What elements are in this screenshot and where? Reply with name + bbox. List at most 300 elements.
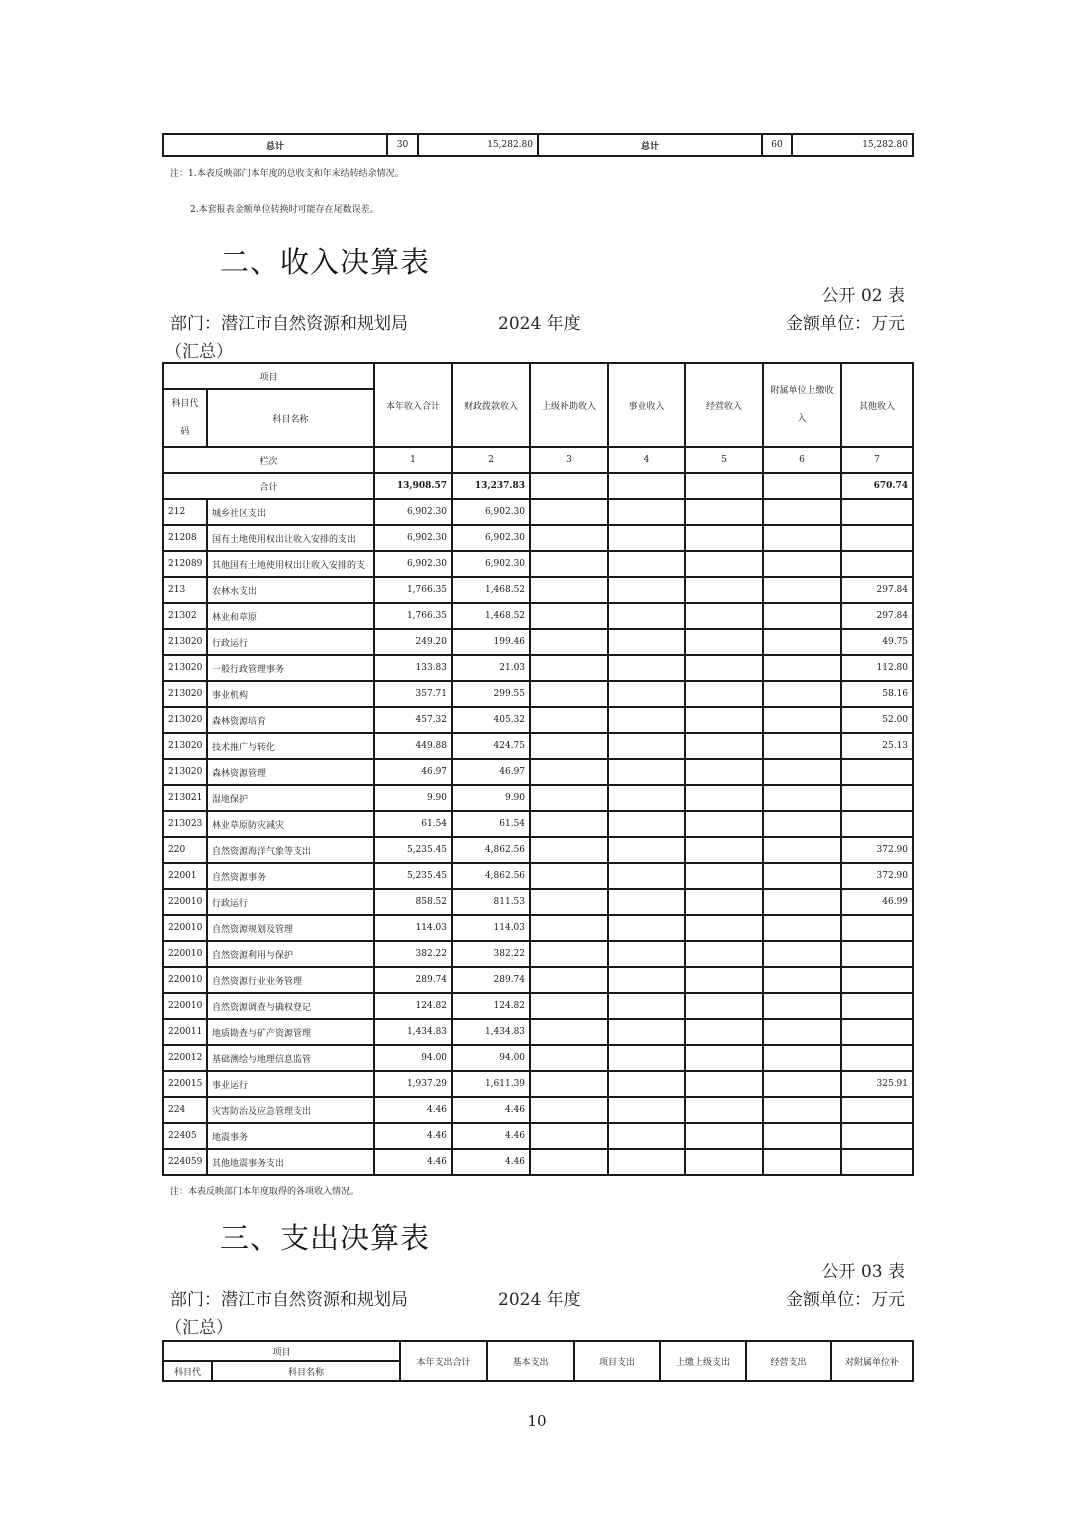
row-code: 224059 xyxy=(163,1149,207,1175)
row-name: 其他地震事务支出 xyxy=(207,1149,374,1175)
row-value: 6,902.30 xyxy=(452,551,530,577)
income-row xyxy=(163,733,913,759)
row-value xyxy=(685,1097,763,1123)
row-value xyxy=(763,551,841,577)
row-value xyxy=(530,1097,608,1123)
row-value: 299.55 xyxy=(452,681,530,707)
row-value: 457.32 xyxy=(374,707,452,733)
income-title: 二、收入决算表 xyxy=(220,245,431,279)
expense-header-col-5: 经营支出 xyxy=(746,1341,831,1381)
row-value: 382.22 xyxy=(374,941,452,967)
row-value xyxy=(608,629,685,655)
row-name: 自然资源海洋气象等支出 xyxy=(207,837,374,863)
row-value xyxy=(608,1097,685,1123)
header-item: 项目 xyxy=(163,363,374,389)
summary-right-label: 总计 xyxy=(538,134,762,156)
row-value: 114.03 xyxy=(374,915,452,941)
row-value xyxy=(763,863,841,889)
row-code: 220010 xyxy=(163,915,207,941)
header-col-4: 事业收入 xyxy=(608,363,685,447)
row-value: 1,937.29 xyxy=(374,1071,452,1097)
row-value xyxy=(841,1123,913,1149)
expense-header-col-1: 本年支出合计 xyxy=(400,1341,487,1381)
expense-scope: （汇总） xyxy=(165,1318,233,1338)
row-value xyxy=(608,551,685,577)
row-value xyxy=(763,707,841,733)
row-value xyxy=(685,837,763,863)
row-value: 372.90 xyxy=(841,863,913,889)
income-department: 部门：潜江市自然资源和规划局 xyxy=(170,314,408,334)
income-row xyxy=(163,811,913,837)
row-value: 6,902.30 xyxy=(452,499,530,525)
row-value: 9.90 xyxy=(452,785,530,811)
row-value xyxy=(530,499,608,525)
row-value xyxy=(841,941,913,967)
expense-header-code: 科目代 xyxy=(163,1361,212,1381)
row-code: 213 xyxy=(163,577,207,603)
row-value xyxy=(530,941,608,967)
header-col-3: 上级补助收入 xyxy=(530,363,608,447)
row-value: 449.88 xyxy=(374,733,452,759)
row-name: 自然资源行业业务管理 xyxy=(207,967,374,993)
row-value xyxy=(685,1071,763,1097)
row-value: 372.90 xyxy=(841,837,913,863)
row-value xyxy=(841,1045,913,1071)
summary-left-value: 15,282.80 xyxy=(418,134,538,156)
expense-form-no: 公开 03 表 xyxy=(821,1262,905,1282)
total-label: 合计 xyxy=(163,473,374,499)
income-unit: 金额单位：万元 xyxy=(786,314,905,334)
row-value: 1,434.83 xyxy=(452,1019,530,1045)
row-value xyxy=(763,681,841,707)
expense-header-col-3: 项目支出 xyxy=(574,1341,660,1381)
income-row xyxy=(163,863,913,889)
summary-left-label: 总计 xyxy=(163,134,387,156)
row-name: 地震事务 xyxy=(207,1123,374,1149)
row-value xyxy=(608,837,685,863)
income-row xyxy=(163,1019,913,1045)
row-value xyxy=(685,733,763,759)
row-name: 国有土地使用权出让收入安排的支出 xyxy=(207,525,374,551)
income-row xyxy=(163,707,913,733)
row-value xyxy=(763,759,841,785)
income-row xyxy=(163,629,913,655)
row-value xyxy=(685,655,763,681)
row-name: 灾害防治及应急管理支出 xyxy=(207,1097,374,1123)
row-value xyxy=(763,499,841,525)
row-value xyxy=(841,525,913,551)
row-value xyxy=(530,889,608,915)
income-row xyxy=(163,837,913,863)
summary-note-2: 2.本套报表金额单位转换时可能存在尾数误差。 xyxy=(190,205,379,215)
row-value xyxy=(763,525,841,551)
header-name: 科目名称 xyxy=(207,389,374,447)
line-number: 6 xyxy=(763,447,841,473)
line-number: 3 xyxy=(530,447,608,473)
row-value: 4,862.56 xyxy=(452,863,530,889)
row-value: 4.46 xyxy=(452,1149,530,1175)
row-value xyxy=(763,603,841,629)
row-value xyxy=(530,967,608,993)
line-number: 7 xyxy=(841,447,913,473)
income-row xyxy=(163,499,913,525)
income-row xyxy=(163,551,913,577)
row-value xyxy=(841,1097,913,1123)
row-name: 林业和草原 xyxy=(207,603,374,629)
row-code: 21302 xyxy=(163,603,207,629)
total-value: 13,908.57 xyxy=(374,473,452,499)
row-value: 94.00 xyxy=(452,1045,530,1071)
row-value xyxy=(685,941,763,967)
row-value xyxy=(530,811,608,837)
row-value xyxy=(841,915,913,941)
row-value xyxy=(608,1045,685,1071)
income-row xyxy=(163,785,913,811)
row-name: 行政运行 xyxy=(207,629,374,655)
row-value xyxy=(763,577,841,603)
row-name: 其他国有土地使用权出让收入安排的支 xyxy=(207,551,374,577)
total-value xyxy=(763,473,841,499)
row-value xyxy=(530,785,608,811)
row-name: 事业机构 xyxy=(207,681,374,707)
row-value xyxy=(608,733,685,759)
row-value: 1,434.83 xyxy=(374,1019,452,1045)
total-value: 670.74 xyxy=(841,473,913,499)
line-number: 5 xyxy=(685,447,763,473)
row-code: 220015 xyxy=(163,1071,207,1097)
summary-right-value: 15,282.80 xyxy=(792,134,913,156)
row-code: 213020 xyxy=(163,733,207,759)
row-value xyxy=(685,863,763,889)
row-value xyxy=(685,785,763,811)
row-name: 森林资源培育 xyxy=(207,707,374,733)
row-value xyxy=(763,1071,841,1097)
row-value xyxy=(763,967,841,993)
line-label: 栏次 xyxy=(163,447,374,473)
header-col-1: 本年收入合计 xyxy=(374,363,452,447)
page-number: 10 xyxy=(527,1412,547,1430)
row-value: 4,862.56 xyxy=(452,837,530,863)
expense-title: 三、支出决算表 xyxy=(220,1221,431,1255)
expense-year: 2024 年度 xyxy=(498,1290,581,1310)
row-value: 124.82 xyxy=(452,993,530,1019)
row-code: 213020 xyxy=(163,759,207,785)
row-value xyxy=(685,811,763,837)
expense-header-col-2: 基本支出 xyxy=(487,1341,574,1381)
row-value xyxy=(530,837,608,863)
row-value xyxy=(685,1123,763,1149)
row-value xyxy=(530,655,608,681)
row-value: 357.71 xyxy=(374,681,452,707)
row-name: 事业运行 xyxy=(207,1071,374,1097)
row-value: 49.75 xyxy=(841,629,913,655)
header-col-5: 经营收入 xyxy=(685,363,763,447)
row-value xyxy=(763,733,841,759)
row-value: 1,766.35 xyxy=(374,603,452,629)
row-value xyxy=(608,811,685,837)
header-code xyxy=(163,389,207,447)
row-value: 289.74 xyxy=(374,967,452,993)
income-row xyxy=(163,1123,913,1149)
row-name: 技术推广与转化 xyxy=(207,733,374,759)
row-value xyxy=(530,1149,608,1175)
row-value xyxy=(841,499,913,525)
row-value xyxy=(841,811,913,837)
row-value xyxy=(608,941,685,967)
expense-header-col-6: 对附属单位补 xyxy=(831,1341,913,1381)
row-code: 220010 xyxy=(163,967,207,993)
row-value xyxy=(608,759,685,785)
row-value: 4.46 xyxy=(374,1123,452,1149)
row-value: 9.90 xyxy=(374,785,452,811)
row-value xyxy=(608,1123,685,1149)
row-value: 58.16 xyxy=(841,681,913,707)
row-name: 基础测绘与地理信息监管 xyxy=(207,1045,374,1071)
income-row xyxy=(163,941,913,967)
row-value xyxy=(530,551,608,577)
row-value: 4.46 xyxy=(452,1123,530,1149)
row-value xyxy=(685,681,763,707)
row-code: 220012 xyxy=(163,1045,207,1071)
row-value xyxy=(763,811,841,837)
row-code: 212 xyxy=(163,499,207,525)
row-value xyxy=(763,915,841,941)
row-value xyxy=(685,629,763,655)
row-value: 94.00 xyxy=(374,1045,452,1071)
row-value: 424.75 xyxy=(452,733,530,759)
income-row xyxy=(163,1071,913,1097)
row-value: 858.52 xyxy=(374,889,452,915)
row-value xyxy=(530,915,608,941)
row-value xyxy=(763,655,841,681)
income-row xyxy=(163,577,913,603)
income-row xyxy=(163,525,913,551)
row-value: 46.97 xyxy=(452,759,530,785)
expense-department: 部门：潜江市自然资源和规划局 xyxy=(170,1290,408,1310)
row-code: 220010 xyxy=(163,941,207,967)
row-value xyxy=(608,889,685,915)
row-value xyxy=(763,889,841,915)
row-value xyxy=(530,629,608,655)
row-value: 4.46 xyxy=(374,1149,452,1175)
row-code: 213020 xyxy=(163,681,207,707)
row-name: 城乡社区支出 xyxy=(207,499,374,525)
row-value xyxy=(685,551,763,577)
income-row xyxy=(163,889,913,915)
income-row xyxy=(163,967,913,993)
row-value xyxy=(608,707,685,733)
row-value xyxy=(685,967,763,993)
summary-note-1: 注：1.本表反映部门本年度的总收支和年末结转结余情况。 xyxy=(170,169,404,179)
row-value xyxy=(608,499,685,525)
row-value xyxy=(841,785,913,811)
row-value: 6,902.30 xyxy=(374,551,452,577)
row-value xyxy=(841,967,913,993)
row-value xyxy=(763,1045,841,1071)
row-value: 6,902.30 xyxy=(374,499,452,525)
row-code: 220010 xyxy=(163,993,207,1019)
row-value: 25.13 xyxy=(841,733,913,759)
income-table xyxy=(162,362,914,1176)
row-value: 811.53 xyxy=(452,889,530,915)
row-value xyxy=(763,1097,841,1123)
expense-header-col-4: 上缴上级支出 xyxy=(660,1341,746,1381)
row-value xyxy=(841,1149,913,1175)
row-value xyxy=(530,525,608,551)
row-code: 213021 xyxy=(163,785,207,811)
row-value xyxy=(608,915,685,941)
row-value: 199.46 xyxy=(452,629,530,655)
row-value: 61.54 xyxy=(452,811,530,837)
row-value xyxy=(530,1019,608,1045)
total-value xyxy=(685,473,763,499)
income-row xyxy=(163,655,913,681)
row-value xyxy=(685,915,763,941)
income-row xyxy=(163,759,913,785)
row-code: 22001 xyxy=(163,863,207,889)
row-value: 5,235.45 xyxy=(374,837,452,863)
row-value xyxy=(763,629,841,655)
income-row xyxy=(163,681,913,707)
row-value xyxy=(685,525,763,551)
row-value xyxy=(530,1045,608,1071)
header-col-6 xyxy=(763,363,841,447)
header-col-2: 财政拨款收入 xyxy=(452,363,530,447)
row-value: 6,902.30 xyxy=(452,525,530,551)
row-name: 自然资源调查与确权登记 xyxy=(207,993,374,1019)
row-value xyxy=(841,1019,913,1045)
row-name: 自然资源规划及管理 xyxy=(207,915,374,941)
row-value xyxy=(608,525,685,551)
row-value xyxy=(841,759,913,785)
row-name: 林业草原防灾减灾 xyxy=(207,811,374,837)
row-value xyxy=(530,707,608,733)
header-code-line1: 科目代 xyxy=(171,399,199,409)
row-value xyxy=(608,1149,685,1175)
income-note: 注：本表反映部门本年度取得的各项收入情况。 xyxy=(170,1187,360,1197)
row-code: 21208 xyxy=(163,525,207,551)
row-value: 249.20 xyxy=(374,629,452,655)
row-name: 行政运行 xyxy=(207,889,374,915)
row-value xyxy=(608,993,685,1019)
row-value xyxy=(608,863,685,889)
row-value xyxy=(763,1019,841,1045)
row-name: 自然资源事务 xyxy=(207,863,374,889)
row-value: 5,235.45 xyxy=(374,863,452,889)
row-value: 4.46 xyxy=(374,1097,452,1123)
row-code: 212089 xyxy=(163,551,207,577)
row-value xyxy=(685,993,763,1019)
row-value xyxy=(763,993,841,1019)
row-value: 1,766.35 xyxy=(374,577,452,603)
row-value xyxy=(530,759,608,785)
row-value xyxy=(685,707,763,733)
header-col-6-line2: 入 xyxy=(797,414,807,424)
row-name: 湿地保护 xyxy=(207,785,374,811)
row-value: 46.99 xyxy=(841,889,913,915)
header-col-6-line1: 附属单位上缴收 xyxy=(770,386,834,396)
row-value xyxy=(530,1123,608,1149)
row-value xyxy=(608,967,685,993)
row-value: 6,902.30 xyxy=(374,525,452,551)
row-value xyxy=(608,1019,685,1045)
row-value xyxy=(608,681,685,707)
row-value: 114.03 xyxy=(452,915,530,941)
expense-unit: 金额单位：万元 xyxy=(786,1290,905,1310)
row-value: 21.03 xyxy=(452,655,530,681)
income-row xyxy=(163,603,913,629)
line-number: 2 xyxy=(452,447,530,473)
header-col-7: 其他收入 xyxy=(841,363,913,447)
summary-total-table xyxy=(162,133,914,157)
row-value xyxy=(685,1019,763,1045)
row-name: 自然资源利用与保护 xyxy=(207,941,374,967)
row-value: 1,611.39 xyxy=(452,1071,530,1097)
row-code: 213023 xyxy=(163,811,207,837)
row-code: 220 xyxy=(163,837,207,863)
row-value: 4.46 xyxy=(452,1097,530,1123)
row-value xyxy=(685,889,763,915)
income-row xyxy=(163,915,913,941)
row-value: 61.54 xyxy=(374,811,452,837)
row-value xyxy=(608,655,685,681)
row-value xyxy=(608,1071,685,1097)
row-code: 213020 xyxy=(163,707,207,733)
row-code: 213020 xyxy=(163,629,207,655)
row-value: 405.32 xyxy=(452,707,530,733)
row-value xyxy=(608,785,685,811)
row-value xyxy=(763,941,841,967)
row-value xyxy=(530,577,608,603)
income-row xyxy=(163,1045,913,1071)
row-value: 325.91 xyxy=(841,1071,913,1097)
row-value xyxy=(530,863,608,889)
row-value xyxy=(530,603,608,629)
row-value xyxy=(685,577,763,603)
row-code: 22405 xyxy=(163,1123,207,1149)
row-value xyxy=(608,603,685,629)
row-value: 112.80 xyxy=(841,655,913,681)
row-value xyxy=(685,1149,763,1175)
row-value xyxy=(685,603,763,629)
row-value: 297.84 xyxy=(841,603,913,629)
row-value xyxy=(530,681,608,707)
row-value: 52.00 xyxy=(841,707,913,733)
line-number-row xyxy=(163,447,913,473)
row-value: 1,468.52 xyxy=(452,603,530,629)
row-value: 382.22 xyxy=(452,941,530,967)
row-code: 224 xyxy=(163,1097,207,1123)
income-row xyxy=(163,1149,913,1175)
total-value xyxy=(530,473,608,499)
expense-header-item: 项目 xyxy=(163,1341,400,1361)
row-value xyxy=(763,1149,841,1175)
row-value: 124.82 xyxy=(374,993,452,1019)
summary-left-line: 30 xyxy=(387,134,418,156)
row-value xyxy=(530,733,608,759)
total-row xyxy=(163,473,913,499)
summary-right-line: 60 xyxy=(762,134,792,156)
row-name: 农林水支出 xyxy=(207,577,374,603)
row-value xyxy=(841,551,913,577)
row-value xyxy=(530,993,608,1019)
row-code: 213020 xyxy=(163,655,207,681)
row-value xyxy=(685,499,763,525)
income-year: 2024 年度 xyxy=(498,314,581,334)
row-value xyxy=(763,837,841,863)
total-value: 13,237.83 xyxy=(452,473,530,499)
row-name: 一般行政管理事务 xyxy=(207,655,374,681)
